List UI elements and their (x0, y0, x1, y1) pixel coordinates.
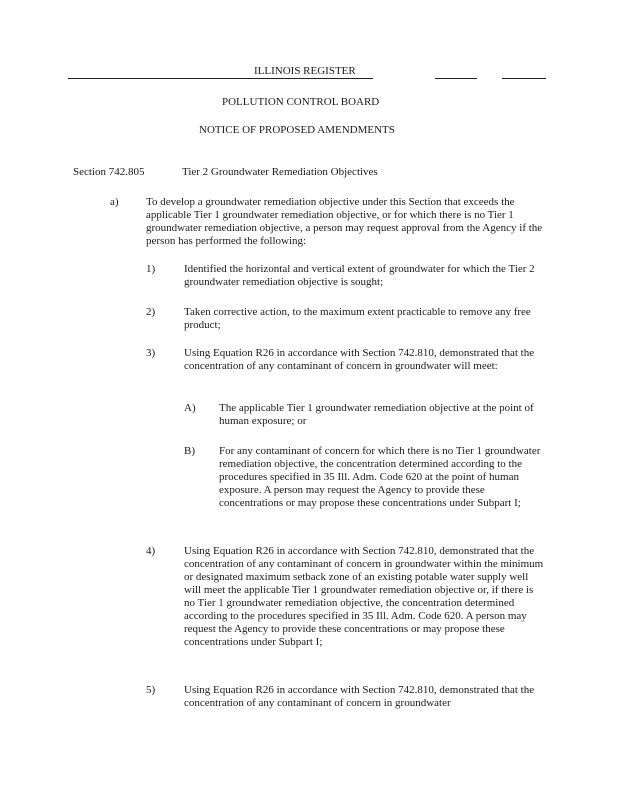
header-rule-middle (435, 78, 477, 79)
section-title: Tier 2 Groundwater Remediation Objectives (182, 166, 378, 178)
header-rule-right (502, 78, 546, 79)
item-3-label: 3) (146, 347, 156, 359)
board-title: POLLUTION CONTROL BOARD (222, 96, 380, 108)
item-A-text: The applicable Tier 1 groundwater remediation objective at the point of human exposure; or (219, 402, 534, 427)
register-title: ILLINOIS REGISTER (254, 65, 356, 77)
section-number: Section 742.805 (73, 166, 145, 178)
item-a-label: a) (110, 196, 119, 208)
item-5-label: 5) (146, 684, 156, 696)
item-a-text: To develop a groundwater remediation objective under this Section that exceeds the applicable Tier 1 groundwater remediation objective, or for which there is no Tier 1 groundwater remediation objective, a person may request approval from the Agency if the person has performed the following: (146, 196, 543, 247)
notice-title: NOTICE OF PROPOSED AMENDMENTS (199, 124, 395, 136)
item-1-label: 1) (146, 263, 156, 275)
item-4-text: Using Equation R26 in accordance with Section 742.810, demonstrated that the concentration of any contaminant of concern in groundwater within the minimum or designated maximum setback zone of an existing potable water supply well will meet the applicable Tier 1 groundwater remediation objective or, if there is no Tier 1 groundwater remediation objective, the concentration determined according to the procedures specified in 35 Ill. Adm. Code 620. A person may request the Agency to provide these concentrations or may propose these concentrations under Subpart I; (184, 545, 544, 648)
item-4-label: 4) (146, 545, 156, 557)
item-2-label: 2) (146, 306, 156, 318)
item-5-text: Using Equation R26 in accordance with Section 742.810, demonstrated that the concentration of any contaminant of concern in groundwater (184, 684, 535, 709)
item-1-text: Identified the horizontal and vertical extent of groundwater for which the Tier 2 groundwater remediation objective is sought; (184, 263, 535, 288)
header-rule-left (68, 78, 373, 79)
item-3-text: Using Equation R26 in accordance with Section 742.810, demonstrated that the concentration of any contaminant of concern in groundwater will meet: (184, 347, 535, 372)
item-A-label: A) (184, 402, 196, 414)
item-B-label: B) (184, 445, 195, 457)
item-2-text: Taken corrective action, to the maximum extent practicable to remove any free product; (184, 306, 531, 331)
item-B-text: For any contaminant of concern for which there is no Tier 1 groundwater remediation objective, the concentration determined according to the procedures specified in 35 Ill. Adm. Code 620 at the point of human exposure. A person may request the Agency to provide these concentrations or may propose these concentrations under Subpart I; (219, 445, 541, 509)
